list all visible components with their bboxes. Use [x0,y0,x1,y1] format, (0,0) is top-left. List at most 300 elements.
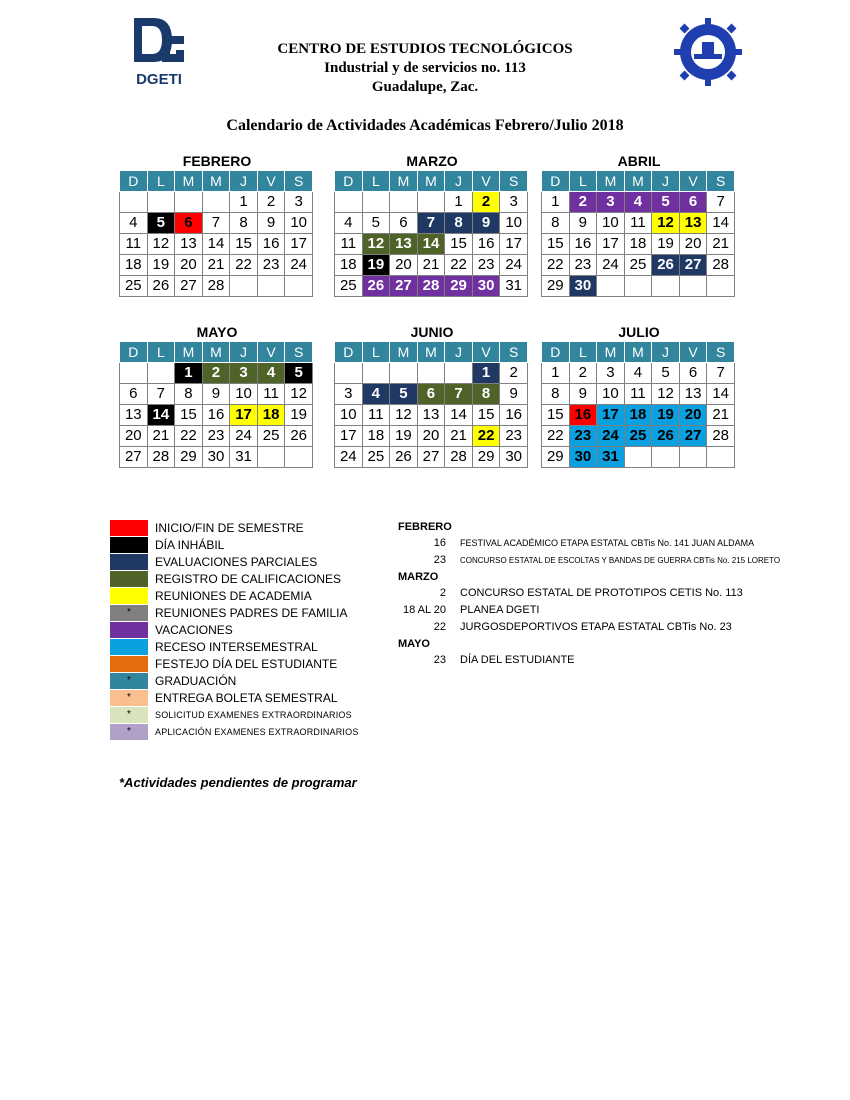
day-cell: 7 [445,384,473,405]
event-description: JURGOSDEPORTIVOS ETAPA ESTATAL CBTis No. 23 [460,621,732,633]
day-cell: 26 [652,426,680,447]
legend-swatch [110,639,148,655]
day-cell: 4 [120,213,148,234]
weekday-header: S [707,171,735,192]
day-cell: 16 [257,234,285,255]
weekday-header: D [335,171,363,192]
weekday-header: V [257,171,285,192]
event-day: 18 AL 20 [402,604,446,616]
weekday-header: L [362,171,390,192]
weekday-header: J [652,171,680,192]
legend-label: ENTREGA BOLETA SEMESTRAL [155,690,338,705]
legend-item [110,689,359,706]
day-cell: 30 [500,447,528,468]
weekday-header: J [445,342,473,363]
empty-cell [362,363,390,384]
day-cell: 23 [257,255,285,276]
day-cell: 26 [390,447,418,468]
day-cell: 19 [390,426,418,447]
school-header [225,40,625,97]
day-cell: 7 [707,192,735,213]
weekday-header: V [679,171,707,192]
day-cell: 14 [202,234,230,255]
day-cell: 7 [417,213,445,234]
day-cell: 1 [175,363,203,384]
day-cell: 14 [417,234,445,255]
day-cell: 8 [445,213,473,234]
day-cell: 25 [257,426,285,447]
month-table [119,341,313,468]
day-cell: 22 [542,426,570,447]
month-abril [541,152,735,297]
day-cell: 24 [597,426,625,447]
day-cell: 18 [362,426,390,447]
day-cell: 19 [652,405,680,426]
weekday-header: M [417,171,445,192]
day-cell: 18 [335,255,363,276]
day-cell: 1 [472,363,500,384]
header-line-3: Guadalupe, Zac. [371,79,479,95]
legend-swatch [110,622,148,638]
weekday-header: L [569,171,597,192]
day-cell: 4 [362,384,390,405]
event-month-heading: MAYO [398,638,430,650]
weekday-header: S [500,171,528,192]
day-cell: 9 [569,384,597,405]
weekday-header: L [569,342,597,363]
day-cell: 14 [445,405,473,426]
weekday-header: V [257,342,285,363]
day-cell: 8 [472,384,500,405]
empty-cell [597,276,625,297]
day-cell: 20 [679,405,707,426]
day-cell: 1 [445,192,473,213]
day-cell: 14 [707,384,735,405]
day-cell: 3 [335,384,363,405]
event-item [398,552,818,569]
day-cell: 7 [707,363,735,384]
day-cell: 11 [335,234,363,255]
day-cell: 13 [120,405,148,426]
day-cell: 6 [175,213,203,234]
day-cell: 4 [257,363,285,384]
day-cell: 15 [175,405,203,426]
empty-cell [390,363,418,384]
day-cell: 29 [175,447,203,468]
day-cell: 19 [147,255,175,276]
day-cell: 30 [569,276,597,297]
day-cell: 25 [624,255,652,276]
empty-cell [285,447,313,468]
month-table [541,170,735,297]
day-cell: 31 [500,276,528,297]
day-cell: 3 [597,363,625,384]
day-cell: 27 [679,426,707,447]
day-cell: 23 [500,426,528,447]
day-cell: 4 [624,192,652,213]
legend-item [110,621,359,638]
day-cell: 13 [417,405,445,426]
day-cell: 12 [362,234,390,255]
day-cell: 17 [597,405,625,426]
day-cell: 31 [230,447,258,468]
weekday-header: D [335,342,363,363]
legend-item [110,587,359,604]
day-cell: 21 [707,405,735,426]
legend-item [110,604,359,621]
day-cell: 15 [472,405,500,426]
weekday-header: M [417,342,445,363]
day-cell: 9 [257,213,285,234]
day-cell: 14 [147,405,175,426]
legend-swatch: * [110,673,148,689]
day-cell: 13 [679,213,707,234]
weekday-header: M [597,171,625,192]
weekday-header: D [542,342,570,363]
event-description: PLANEA DGETI [460,604,540,616]
month-table [334,170,528,297]
empty-cell [362,192,390,213]
event-month-heading: MARZO [398,571,439,583]
month-name: JULIO [618,324,660,340]
day-cell: 2 [500,363,528,384]
weekday-header: V [679,342,707,363]
day-cell: 25 [362,447,390,468]
legend-label: VACACIONES [155,622,233,637]
day-cell: 3 [230,363,258,384]
footnote: *Actividades pendientes de programar [119,775,357,790]
event-day: 16 [433,537,446,549]
day-cell: 4 [624,363,652,384]
weekday-header: M [202,171,230,192]
weekday-header: M [624,171,652,192]
month-mayo [119,323,313,468]
legend-label: EVALUACIONES PARCIALES [155,554,318,569]
weekday-header: V [472,342,500,363]
day-cell: 9 [500,384,528,405]
weekday-header: V [472,171,500,192]
legend-item [110,638,359,655]
empty-cell [390,192,418,213]
day-cell: 5 [652,363,680,384]
day-cell: 18 [120,255,148,276]
legend-label: RECESO INTERSEMESTRAL [155,639,318,654]
weekday-header: D [120,342,148,363]
month-junio [334,323,528,468]
legend-label: REUNIONES PADRES DE FAMILIA [155,605,348,620]
legend-label: DÍA INHÁBIL [155,537,225,552]
day-cell: 20 [175,255,203,276]
day-cell: 25 [624,426,652,447]
empty-cell [417,363,445,384]
events-list [398,519,818,669]
day-cell: 30 [472,276,500,297]
month-name: MARZO [406,153,458,169]
event-description: FESTIVAL ACADÉMICO ETAPA ESTATAL CBTis No. 141 JUAN ALDAMA [460,538,755,548]
day-cell: 30 [202,447,230,468]
day-cell: 20 [120,426,148,447]
day-cell: 19 [362,255,390,276]
day-cell: 16 [202,405,230,426]
day-cell: 31 [597,447,625,468]
empty-cell [147,363,175,384]
day-cell: 5 [285,363,313,384]
legend-swatch [110,571,148,587]
day-cell: 11 [257,384,285,405]
dgeti-logo-text: DGETI [136,71,182,88]
legend-label: SOLICITUD EXAMENES EXTRAORDINARIOS [155,709,352,720]
event-day: 2 [439,587,446,599]
day-cell: 27 [120,447,148,468]
day-cell: 8 [230,213,258,234]
legend-item [110,553,359,570]
legend-item [110,723,359,740]
day-cell: 8 [175,384,203,405]
legend-label: GRADUACIÓN [155,673,237,688]
day-cell: 12 [285,384,313,405]
day-cell: 20 [417,426,445,447]
day-cell: 29 [542,276,570,297]
day-cell: 29 [542,447,570,468]
day-cell: 18 [624,405,652,426]
weekday-header: J [652,342,680,363]
day-cell: 5 [362,213,390,234]
day-cell: 29 [472,447,500,468]
day-cell: 15 [230,234,258,255]
day-cell: 10 [597,384,625,405]
day-cell: 9 [569,213,597,234]
header-line-2: Industrial y de servicios no. 113 [324,60,526,76]
legend-label: FESTEJO DÍA DEL ESTUDIANTE [155,656,338,671]
weekday-header: J [230,342,258,363]
day-cell: 22 [230,255,258,276]
day-cell: 2 [257,192,285,213]
day-cell: 24 [230,426,258,447]
day-cell: 1 [230,192,258,213]
event-description: CONCURSO ESTATAL DE ESCOLTAS Y BANDAS DE GUERRA CBTis No. 215 LORETO [460,556,781,565]
day-cell: 12 [652,384,680,405]
day-cell: 15 [542,405,570,426]
day-cell: 2 [472,192,500,213]
dgeti-logo [128,14,190,90]
empty-cell [335,363,363,384]
day-cell: 12 [147,234,175,255]
empty-cell [285,276,313,297]
day-cell: 9 [472,213,500,234]
weekday-header: M [175,171,203,192]
legend-swatch [110,588,148,604]
weekday-header: L [362,342,390,363]
day-cell: 17 [285,234,313,255]
weekday-header: M [624,342,652,363]
day-cell: 3 [500,192,528,213]
month-marzo [334,152,528,297]
day-cell: 6 [679,192,707,213]
day-cell: 16 [500,405,528,426]
event-month-heading: FEBRERO [398,521,452,533]
day-cell: 14 [707,213,735,234]
weekday-header: M [597,342,625,363]
legend-swatch: * [110,724,148,740]
school-seal-logo [672,14,744,86]
day-cell: 17 [500,234,528,255]
day-cell: 28 [445,447,473,468]
day-cell: 12 [652,213,680,234]
day-cell: 3 [285,192,313,213]
weekday-header: S [285,171,313,192]
month-name: ABRIL [617,153,661,169]
day-cell: 10 [285,213,313,234]
event-item [398,602,818,619]
day-cell: 27 [679,255,707,276]
day-cell: 22 [175,426,203,447]
day-cell: 16 [472,234,500,255]
day-cell: 3 [597,192,625,213]
day-cell: 28 [147,447,175,468]
empty-cell [652,276,680,297]
day-cell: 10 [597,213,625,234]
legend-item [110,570,359,587]
day-cell: 5 [652,192,680,213]
day-cell: 23 [569,255,597,276]
empty-cell [679,447,707,468]
day-cell: 2 [202,363,230,384]
day-cell: 21 [147,426,175,447]
day-cell: 10 [335,405,363,426]
empty-cell [624,447,652,468]
day-cell: 21 [417,255,445,276]
day-cell: 11 [624,384,652,405]
day-cell: 25 [335,276,363,297]
day-cell: 24 [335,447,363,468]
day-cell: 22 [445,255,473,276]
day-cell: 4 [335,213,363,234]
weekday-header: M [390,171,418,192]
empty-cell [679,276,707,297]
empty-cell [257,447,285,468]
weekday-header: M [175,342,203,363]
day-cell: 13 [175,234,203,255]
day-cell: 8 [542,384,570,405]
legend-item [110,519,359,536]
month-name: JUNIO [410,324,454,340]
day-cell: 27 [417,447,445,468]
legend-item [110,706,359,723]
day-cell: 24 [500,255,528,276]
day-cell: 12 [390,405,418,426]
month-table [334,341,528,468]
day-cell: 6 [679,363,707,384]
empty-cell [120,192,148,213]
empty-cell [707,276,735,297]
header-line-1: CENTRO DE ESTUDIOS TECNOLÓGICOS [277,41,573,57]
day-cell: 7 [147,384,175,405]
weekday-header: D [542,171,570,192]
day-cell: 21 [202,255,230,276]
legend-item [110,655,359,672]
day-cell: 21 [707,234,735,255]
day-cell: 7 [202,213,230,234]
weekday-header: S [500,342,528,363]
day-cell: 28 [707,255,735,276]
event-item [398,585,818,602]
day-cell: 29 [445,276,473,297]
event-day: 23 [433,654,446,666]
day-cell: 9 [202,384,230,405]
day-cell: 17 [597,234,625,255]
day-cell: 23 [472,255,500,276]
day-cell: 20 [390,255,418,276]
day-cell: 2 [569,192,597,213]
empty-cell [417,192,445,213]
legend-swatch [110,656,148,672]
day-cell: 11 [362,405,390,426]
day-cell: 2 [569,363,597,384]
event-day: 22 [433,621,446,633]
day-cell: 23 [569,426,597,447]
month-table [119,170,313,297]
legend-swatch [110,537,148,553]
day-cell: 1 [542,363,570,384]
day-cell: 15 [445,234,473,255]
empty-cell [257,276,285,297]
day-cell: 22 [542,255,570,276]
event-item [398,535,818,552]
weekday-header: J [445,171,473,192]
day-cell: 27 [390,276,418,297]
legend-label: REUNIONES DE ACADEMIA [155,588,312,603]
weekday-header: J [230,171,258,192]
empty-cell [445,363,473,384]
day-cell: 28 [707,426,735,447]
legend-item [110,536,359,553]
month-name: FEBRERO [182,153,252,169]
legend-swatch [110,554,148,570]
empty-cell [202,192,230,213]
day-cell: 16 [569,234,597,255]
legend-label: REGISTRO DE CALIFICACIONES [155,571,342,586]
day-cell: 21 [445,426,473,447]
legend-swatch: * [110,690,148,706]
legend-item [110,672,359,689]
empty-cell [175,192,203,213]
empty-cell [652,447,680,468]
event-item [398,652,818,669]
day-cell: 30 [569,447,597,468]
day-cell: 23 [202,426,230,447]
day-cell: 18 [624,234,652,255]
weekday-header: D [120,171,148,192]
color-legend [110,519,359,740]
legend-swatch: * [110,605,148,621]
day-cell: 10 [230,384,258,405]
month-julio [541,323,735,468]
day-cell: 1 [542,192,570,213]
day-cell: 11 [624,213,652,234]
day-cell: 26 [285,426,313,447]
day-cell: 15 [542,234,570,255]
page-title: Calendario de Actividades Académicas Febrero/Julio 2018 [226,117,624,134]
legend-label: APLICACIÓN EXAMENES EXTRAORDINARIOS [155,726,359,737]
month-table [541,341,735,468]
day-cell: 26 [652,255,680,276]
weekday-header: M [390,342,418,363]
event-day: 23 [433,554,446,566]
event-description: DÍA DEL ESTUDIANTE [460,654,575,666]
legend-swatch [110,520,148,536]
day-cell: 10 [500,213,528,234]
day-cell: 22 [472,426,500,447]
